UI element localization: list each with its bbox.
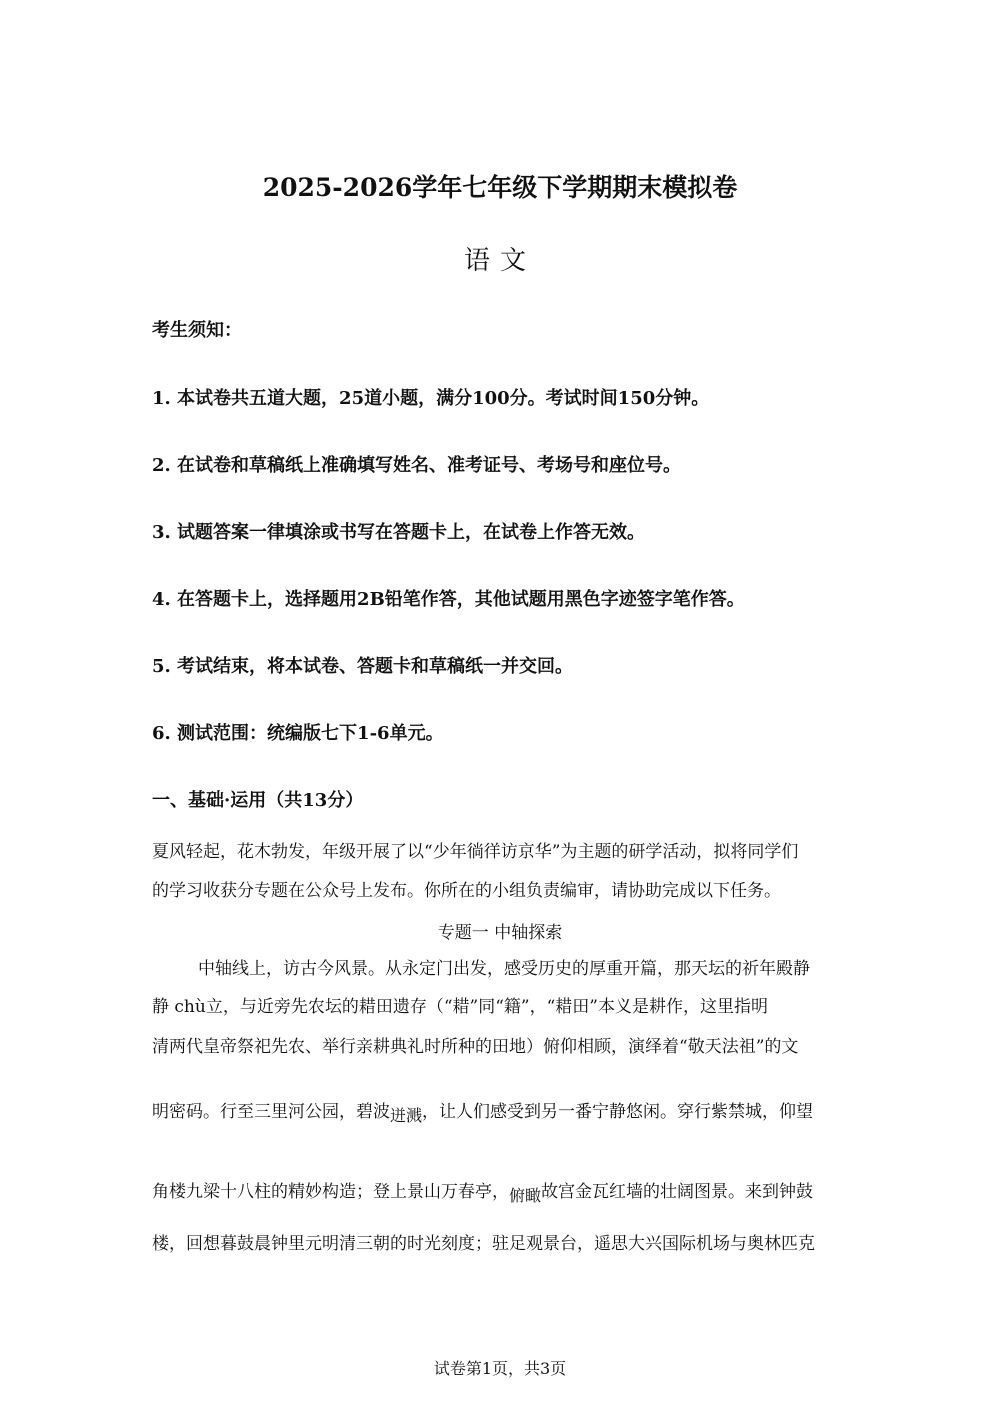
passage-line: 中轴线上，访古今风景。从永定门出发，感受历史的厚重开篇，那天坛的祈年殿静 (198, 959, 810, 979)
passage-line (152, 996, 842, 1018)
notice-item: 1. 本试卷共五道大题，25道小题，满分100分。考试时间150分钟。 (152, 388, 710, 409)
passage-line (152, 1101, 842, 1123)
intro-line: 夏风轻起，花木勃发，年级开展了以“少年徜徉访京华”为主题的研学活动，拟将同学们 (152, 842, 799, 862)
notice-item: 3. 试题答案一律填涂或书写在答题卡上，在试卷上作答无效。 (152, 522, 646, 543)
passage-line: 楼，回想暮鼓晨钟里元明清三朝的时光刻度；驻足观景台，遥思大兴国际机场与奥林匹克 (152, 1234, 815, 1254)
intro-line: 的学习收获分专题在公众号上发布。你所在的小组负责编审，请协助完成以下任务。 (152, 881, 781, 901)
notice-heading: 考生须知： (152, 320, 242, 341)
notice-item: 2. 在试卷和草稿纸上准确填写姓名、准考证号、考场号和座位号。 (152, 455, 682, 476)
passage-text: 故宫金瓦红墙的壮阔图景。来到钟鼓 (541, 1182, 814, 1202)
highlighted-word: 迸溅 (390, 1106, 423, 1125)
passage-line: 清两代皇帝祭祀先农、举行亲耕典礼时所种的田地）俯仰相顾，演绎着“敬天法祖”的文 (152, 1037, 799, 1057)
highlighted-word: 俯瞰 (509, 1186, 542, 1205)
page-footer: 试卷第1页，共3页 (433, 1359, 567, 1378)
passage-text: ，让人们感受到另一番宁静悠闲。穿行紫禁城，仰望 (422, 1102, 814, 1122)
passage-text: 角楼九梁十八柱的精妙构造；登上景山万春亭， (152, 1182, 509, 1202)
pinyin-annotation: chù (174, 997, 206, 1017)
passage-text: 立，与近旁先农坛的耤田遗存（“耤”同“籍”，“耤田”本义是耕作，这里指明 (205, 997, 768, 1017)
notice-item: 6. 测试范围：统编版七下1-6单元。 (152, 723, 444, 744)
passage-text: 明密码。行至三里河公园，碧波 (152, 1102, 390, 1122)
passage-text: 静 (152, 997, 169, 1017)
notice-item: 5. 考试结束，将本试卷、答题卡和草稿纸一并交回。 (152, 656, 574, 677)
passage-line (152, 1181, 842, 1203)
subject-title: 语文 (463, 246, 536, 276)
section-heading: 一、基础·运用（共13分） (152, 790, 364, 811)
notice-item: 4. 在答题卡上，选择题用2B铅笔作答，其他试题用黑色字迹签字笔作答。 (152, 589, 745, 610)
exam-title: 2025-2026学年七年级下学期期末模拟卷 (262, 173, 738, 202)
topic-title: 专题一 中轴探索 (437, 923, 563, 943)
